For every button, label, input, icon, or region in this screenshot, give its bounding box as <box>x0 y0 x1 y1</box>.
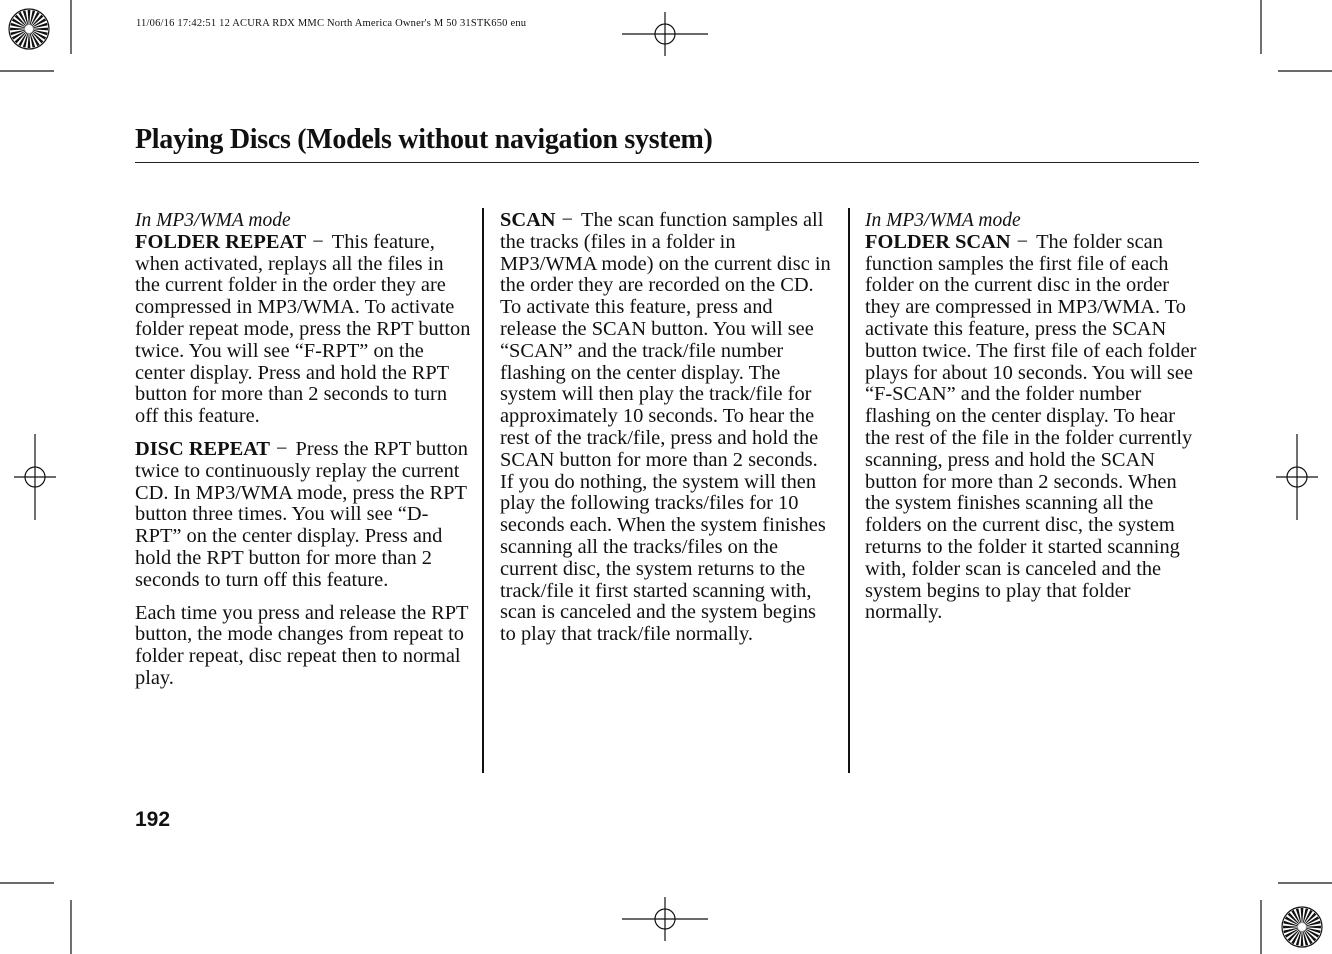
paragraph-text: The scan function samples all the tracks (files in a folder in MP3/WMA mode) on the current disc in the order they are recorded on the CD. To activate this feature, press and release the SCAN button. You will see “SCAN” and the track/file number flashing on the center display. The system will then play the track/file for approximately 10 seconds. To hear the rest of the track/file, press and hold the SCAN button for more than 2 seconds. If you do nothing, the system will then play the following tracks/files for 10 seconds each. When the system finishes scanning all the tracks/files on the current disc, the system returns to the track/file it first started scanning with, scan is canceled and the system begins to play that track/file normally. <box>500 209 831 646</box>
feature-term: FOLDER REPEAT <box>135 230 307 253</box>
paragraph-text: Each time you press and release the RPT button, the mode changes from repeat to folder repeat, disc repeat then to normal play. <box>135 601 469 689</box>
paragraph <box>135 210 473 428</box>
column-divider <box>482 208 484 773</box>
page-title: Playing Discs (Models without navigation system) <box>135 124 713 155</box>
term-dash: − <box>561 209 574 231</box>
paragraph-text: The folder scan function samples the first file of each folder on the current disc in the order they are compressed in MP3/WMA. To activate this feature, press the SCAN button twice. The first file of each folder plays for about 10 seconds. You will see “F-SCAN” and the folder number flashing on the center display. To hear the rest of the file in the folder currently scanning, press and hold the SCAN button for more than 2 seconds. When the system finishes scanning all the folders on the current disc, the system returns to the folder it started scanning with, folder scan is canceled and the system begins to play that folder normally. <box>865 230 1197 624</box>
column-2 <box>500 210 832 657</box>
feature-term: FOLDER SCAN <box>865 230 1011 253</box>
registration-sunburst-icon <box>1280 905 1324 949</box>
column-1 <box>135 210 473 701</box>
paragraph <box>500 210 832 646</box>
term-dash: − <box>276 437 288 460</box>
mode-label: In MP3/WMA mode <box>135 210 291 231</box>
mode-label: In MP3/WMA mode <box>865 210 1021 231</box>
column-3 <box>865 210 1201 635</box>
page-number: 192 <box>135 808 171 831</box>
term-dash: − <box>312 230 324 253</box>
paragraph-text: Press the RPT button twice to continuously replay the current CD. In MP3/WMA mode, press the RPT button three times. You will see “D-RPT” on the center display. Press and hold the RPT button for more than 2 seconds to turn off this feature. <box>135 437 468 591</box>
paragraph <box>135 439 473 592</box>
column-divider <box>848 208 850 773</box>
title-rule <box>135 162 1199 163</box>
feature-term: DISC REPEAT <box>135 437 271 460</box>
paragraph <box>135 603 473 690</box>
paragraph-text: This feature, when activated, replays all the files in the current folder in the order they are compressed in MP3/WMA. To activate folder repeat mode, press the RPT button twice. You will see “F-RPT” on the center display. Press and hold the RPT button for more than 2 seconds to turn off this feature. <box>135 230 471 428</box>
paragraph <box>865 210 1201 624</box>
term-dash: − <box>1016 230 1029 253</box>
feature-term: SCAN <box>500 209 556 231</box>
print-metadata: 11/06/16 17:42:51 12 ACURA RDX MMC North America Owner's M 50 31STK650 enu <box>136 18 527 29</box>
registration-sunburst-icon <box>7 7 51 51</box>
